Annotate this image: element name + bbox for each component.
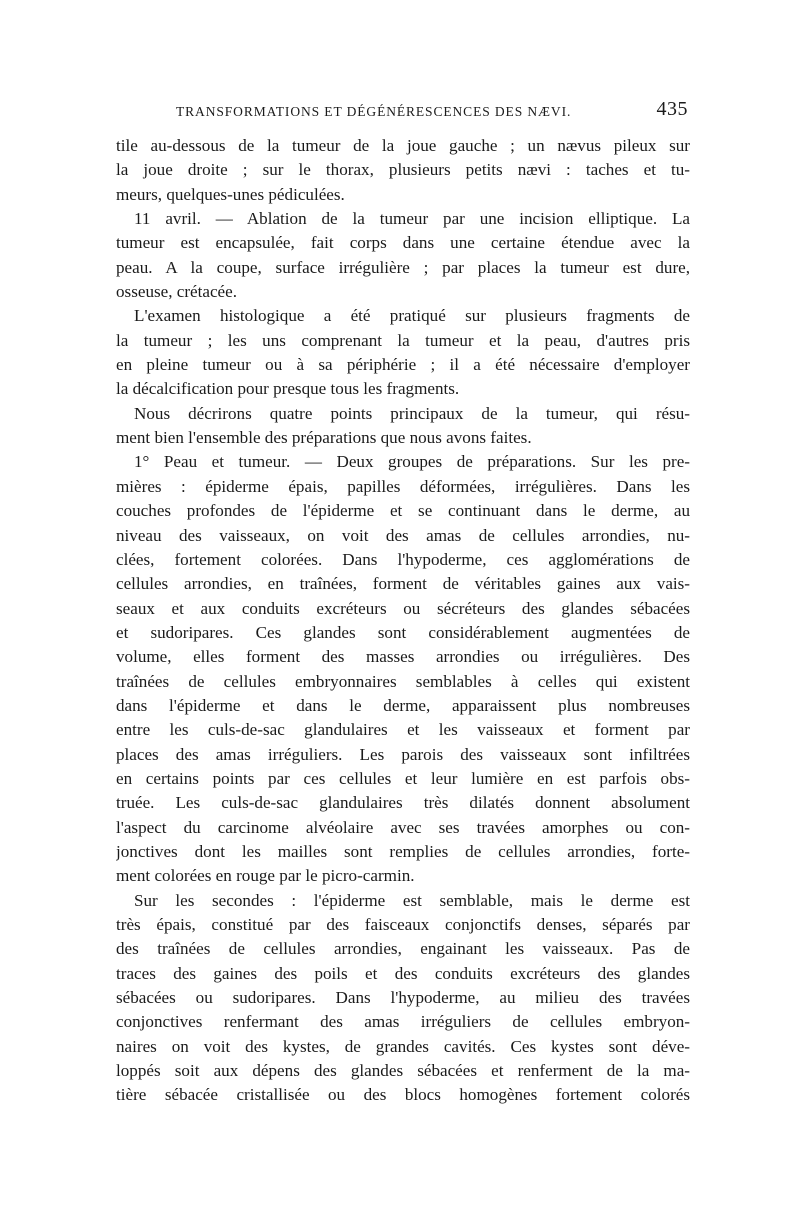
text-line: mières : épiderme épais, papilles déformées, irrégulières. Dans les bbox=[116, 476, 690, 496]
text-line: jonctives dont les mailles sont remplies de cellules arrondies, forte- bbox=[116, 841, 690, 861]
paragraph-start-line: L'examen histologique a été pratiqué sur plusieurs fragments de bbox=[134, 306, 690, 326]
text-line: l'aspect du carcinome alvéolaire avec ses travées amorphes ou con- bbox=[116, 817, 690, 837]
text-line: conjonctives renfermant des amas irréguliers de cellules embryon- bbox=[116, 1012, 690, 1032]
text-line: en pleine tumeur ou à sa périphérie ; il a été nécessaire d'employer bbox=[116, 355, 690, 375]
text-line: entre les culs-de-sac glandulaires et les vaisseaux et forment par bbox=[116, 720, 690, 740]
paragraph-start-line: Sur les secondes : l'épiderme est semblable, mais le derme est bbox=[134, 890, 690, 910]
paragraph-start-line: 11 avril. — Ablation de la tumeur par une incision elliptique. La bbox=[134, 209, 690, 229]
body-text bbox=[116, 134, 690, 1108]
text-line: loppés soit aux dépens des glandes sébacées et renferment de la ma- bbox=[116, 1061, 690, 1081]
text-line: dans l'épiderme et dans le derme, apparaissent plus nombreuses bbox=[116, 695, 690, 715]
text-line: cellules arrondies, en traînées, forment de véritables gaines aux vais- bbox=[116, 574, 690, 594]
text-line: traînées de cellules embryonnaires semblables à celles qui existent bbox=[116, 671, 690, 691]
text-line: ment colorées en rouge par le picro-carmin. bbox=[116, 866, 415, 886]
text-line: la décalcification pour presque tous les fragments. bbox=[116, 379, 460, 399]
text-line: tumeur est encapsulée, fait corps dans une certaine étendue avec la bbox=[116, 233, 690, 253]
text-line: volume, elles forment des masses arrondies ou irrégulières. Des bbox=[116, 647, 690, 667]
text-line: naires on voit des kystes, de grandes cavités. Ces kystes sont déve- bbox=[116, 1036, 690, 1056]
text-line: et sudoripares. Ces glandes sont considérablement augmentées de bbox=[116, 622, 690, 642]
page-number: 435 bbox=[656, 98, 688, 120]
running-title: TRANSFORMATIONS ET DÉGÉNÉRESCENCES DES NÆVI. bbox=[176, 104, 572, 119]
paragraph-start-line: 1° Peau et tumeur. — Deux groupes de préparations. Sur les pre- bbox=[134, 452, 690, 472]
running-header bbox=[176, 98, 688, 128]
text-line: niveau des vaisseaux, on voit des amas de cellules arrondies, nu- bbox=[116, 525, 690, 545]
text-line: tile au-dessous de la tumeur de la joue gauche ; un nævus pileux sur bbox=[116, 136, 690, 155]
text-line: places des amas irréguliers. Les parois des vaisseaux sont infiltrées bbox=[116, 744, 690, 764]
text-line: tière sébacée cristallisée ou des blocs homogènes fortement colorés bbox=[116, 1085, 690, 1105]
text-line: truée. Les culs-de-sac glandulaires très dilatés donnent absolument bbox=[116, 793, 690, 813]
text-line: sébacées ou sudoripares. Dans l'hypoderme, au milieu des travées bbox=[116, 988, 690, 1008]
text-line: la tumeur ; les uns comprenant la tumeur et la peau, d'autres pris bbox=[116, 330, 690, 350]
text-line: la joue droite ; sur le thorax, plusieurs petits nævi : taches et tu- bbox=[116, 160, 690, 180]
text-line: des traînées de cellules arrondies, engainant les vaisseaux. Pas de bbox=[116, 939, 690, 959]
text-line: osseuse, crétacée. bbox=[116, 282, 238, 302]
text-line: clées, fortement colorées. Dans l'hypoderme, ces agglomérations de bbox=[116, 549, 690, 569]
text-line: meurs, quelques-unes pédiculées. bbox=[116, 184, 345, 204]
text-line: couches profondes de l'épiderme et se continuant dans le derme, au bbox=[116, 501, 690, 521]
text-line: très épais, constitué par des faisceaux conjonctifs denses, séparés par bbox=[116, 915, 690, 934]
text-line: ment bien l'ensemble des préparations que nous avons faites. bbox=[116, 428, 532, 448]
text-line: traces des gaines des poils et des conduits excréteurs des glandes bbox=[116, 963, 690, 983]
paragraph-start-line: Nous décrirons quatre points principaux de la tumeur, qui résu- bbox=[134, 403, 690, 423]
text-line: en certains points par ces cellules et leur lumière en est parfois obs- bbox=[116, 768, 690, 788]
text-line: seaux et aux conduits excréteurs ou sécréteurs des glandes sébacées bbox=[116, 598, 690, 618]
text-line: peau. A la coupe, surface irrégulière ; par places la tumeur est dure, bbox=[116, 257, 690, 277]
